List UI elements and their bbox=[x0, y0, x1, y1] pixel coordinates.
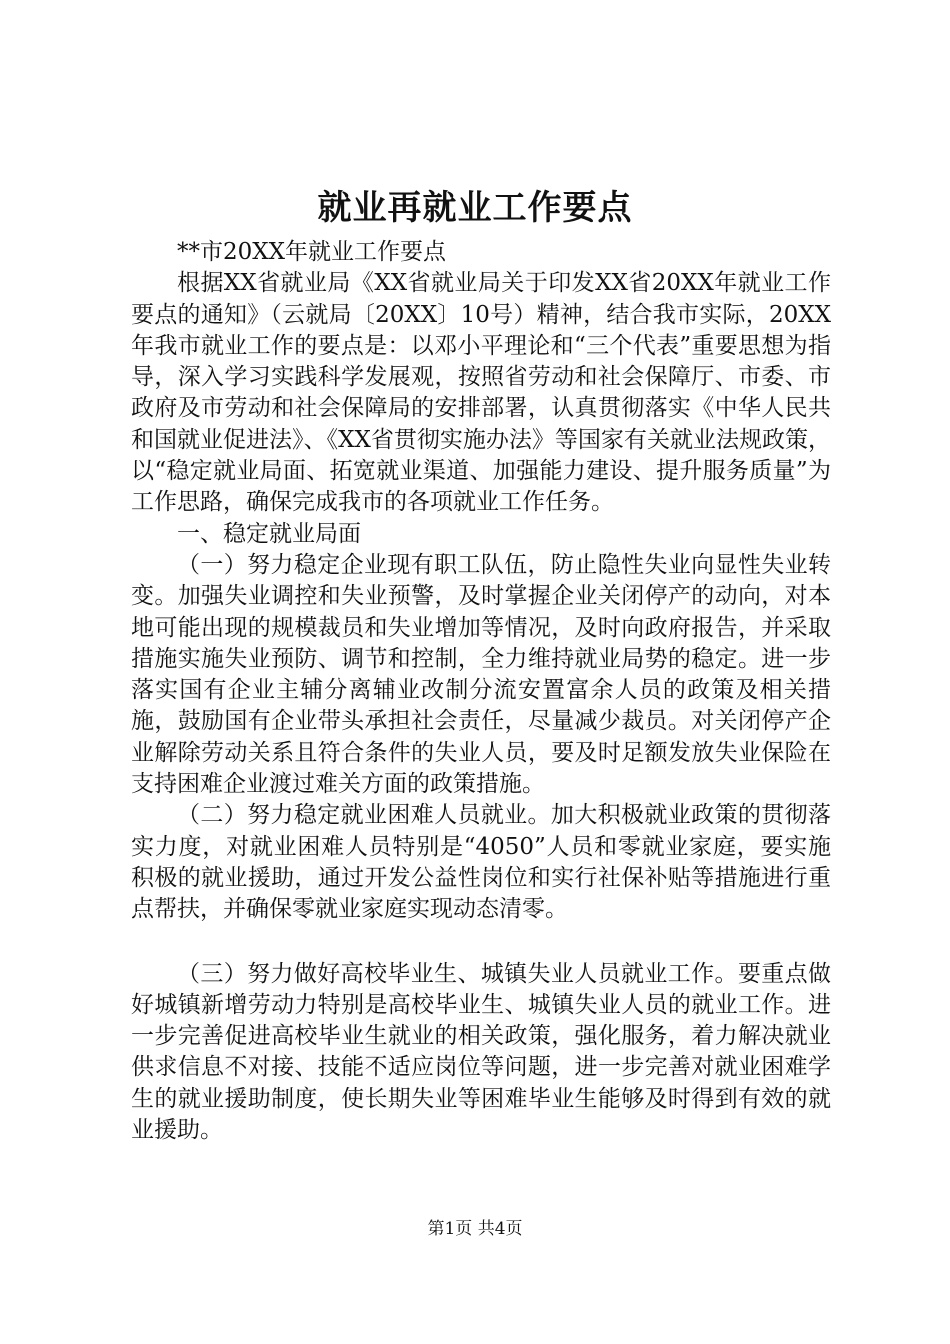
subtitle-line: **市20XX年就业工作要点 bbox=[177, 239, 447, 265]
document-title: 就业再就业工作要点 bbox=[317, 188, 633, 228]
item-paragraph-1: （一）努力稳定企业现有职工队伍，防止隐性失业向显性失业转变。加强失业调控和失业预警，及时掌握企业关闭停产的动向，对本地可能出现的规模裁员和失业增加等情况，及时向政府报告，并采取措施实施失业预防、调节和控制，全力维持就业局势的稳定。进一步落实国有企业主辅分离辅业改制分流安置富余人员的政策及相关措施，鼓励国有企业带头承担社会责任，尽量减少裁员。对关闭停产企业解除劳动关系且符合条件的失业人员，要及时足额发放失业保险在支持困难企业渡过难关方面的政策措施。 bbox=[131, 551, 831, 798]
section-heading: 一、稳定就业局面 bbox=[177, 520, 361, 547]
page-number-footer: 第1页 共4页 bbox=[427, 1219, 523, 1239]
item-paragraph-2: （二）努力稳定就业困难人员就业。加大积极就业政策的贯彻落实力度，对就业困难人员特别是“4050”人员和零就业家庭，要实施积极的就业援助，通过开发公益性岗位和实行社保补贴等措施进行重点帮扶，并确保零就业家庭实现动态清零。 bbox=[131, 802, 831, 923]
document-body bbox=[131, 237, 831, 1146]
item-paragraph-3: （三）努力做好高校毕业生、城镇失业人员就业工作。要重点做好城镇新增劳动力特别是高校毕业生、城镇失业人员的就业工作。进一步完善促进高校毕业生就业的相关政策，强化服务，着力解决就业供求信息不对接、技能不适应岗位等问题，进一步完善对就业困难学生的就业援助制度，使长期失业等困难毕业生能够及时得到有效的就业援助。 bbox=[131, 960, 831, 1144]
paragraph-gap bbox=[131, 926, 831, 959]
intro-paragraph: 根据XX省就业局《XX省就业局关于印发XX省20XX年就业工作要点的通知》（云就局〔20XX〕10号）精神，结合我市实际，20XX年我市就业工作的要点是：以邓小平理论和“三个代表”重要思想为指导，深入学习实践科学发展观，按照省劳动和社会保障厅、市委、市政府及市劳动和社会保障局的安排部署，认真贯彻落实《中华人民共和国就业促进法》、《XX省贯彻实施办法》等国家有关就业法规政策，以“稳定就业局面、拓宽就业渠道、加强能力建设、提升服务质量”为工作思路，确保完成我市的各项就业工作任务。 bbox=[131, 270, 831, 516]
